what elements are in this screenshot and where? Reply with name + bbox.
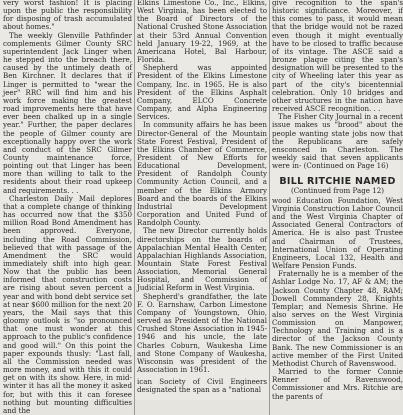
paragraph: Charleston Daily Mail deplores that a complete change of thinking has occurred now that the $350 million Road Bond Amendment has been approved. Everyone, including the Road Commission, believed that with passage of the Amendment the SRC would immediately shift into high gear. Now that the public has been informed that construction costs are rising about seven percent a year and with bond debt service set at near $600 million for the next 20 years, the Mail says that this gloomy outlook is "so pronounced that one must wonder at this approach to the public's confidence and good will." On this point the paper expounds thusly: "Last fall, all the Commission needed was more money, and with this it could get on with its show. Here, in mid-winter it has all the money it asked for, but with this it can foresee nothing but mounting difficulties and the xyxy=(3,193,132,415)
paragraph: give recognition to the span's historic significance. Moreover, if this comes to pass, it would mean that the bridge would not be razed even though it might eventually have to be closed to traffic because of its vintage. The ASCE said a bronze plaque citing the span's designation will be presented to the city of Wheeling later this year as part of the city's bicentennial celebration. Only 10 bridges and other structures in the nation have received ASCE recognition. . . xyxy=(272,0,403,114)
paragraph: The new Director currently holds directorships on the boards of Appalachian Mental Health Center, Appalachian Highlands Association, Mountain State Forest Festival Association, Memorial General Hospital, and Commission of Judicial Reform in West Virginia. xyxy=(137,226,267,293)
paragraph: Married to the former Connie Renner of Ravenswood, Commissioner and Mrs. Ritchie are the parents of xyxy=(272,367,403,401)
paragraph: ican Society of Civil Engineers designated the span as a "national xyxy=(137,377,267,395)
column-right xyxy=(272,0,403,415)
column-divider xyxy=(134,0,135,415)
continued-note: (Continued from Page 12) xyxy=(290,186,385,196)
paragraph: very worst fashion! It is placing upon the public the responsibility for disposing of trash accumulated about homes." xyxy=(3,0,132,32)
paragraph: The weekly Glenville Pathfinder complements Gilmer County SRC superintendent Jack Linger when he stepped into the breach there, caused by the untimely death of Ben Kirchner. It declares that if Linger is permitted to "wear the jeer" RRC will find him and his work force making the greatest road improvements here that have ever been chalked up in a single year." Further, the paper declares the people of Gilmer county are exceptionally happy over the work and conduct of the SRC Gilmer County maintenance force, pointing out that Linger has been more than willing to talk to the residents about their road upkeep and requirements. . . xyxy=(3,30,132,195)
column-divider xyxy=(269,0,270,415)
column-left xyxy=(3,0,132,415)
article-headline: BILL RITCHIE NAMED xyxy=(279,176,396,188)
paragraph: Fraternally he is a member of the Ashlar Lodge No. 17, AF & AM; the Jackson County Chapter 48, RAM; Dowell Commandery 28, Knights Templar; and Nemesis Shrine. He also serves on the West Virginia Commission on Manpower, Technology and Training and is a director of the Jackson County Bank. The new Commissioner is an active member of the First United Methodist Church of Ravenswood. xyxy=(272,269,403,368)
paragraph: Shepherd's grandfather, the late F. O. Earnshaw, Carbon Limestone Company of Youngstown, Ohio, served as President of the National Crushed Stone Association in 1945-1946 and his uncle, the late Charles Coburn, Waukesha Lime and Stone Company of Waukesha, Wisconsin was president of the Association in 1961. xyxy=(137,291,267,375)
paragraph: Elkins Limestone Co., Inc., Elkins, West Virginia, has been elected to the Board of Directors of the National Crushed Stone Association at their 53rd Annual Convention held January 19-22, 1969, at the Americana Hotel, Bal Harbour, Florida. xyxy=(137,0,267,65)
column-middle xyxy=(137,0,267,415)
paragraph: In community affairs he has been Director-General of the Mountain State Forest Festival, President of the Elkins Chamber of Commerce, President of New Efforts for Educational Development, President of Randolph County Community Action Council, and a member of the Elkins Armory Board and the boards of the Elkins Industrial Development Corporation and United Fund of Randolph County. xyxy=(137,120,267,228)
paragraph: wood Education Foundation, West Virginia Construction Labor Council and the West Virginia Chapter of Associated General Contractors of America. He is also past Trustee and Chairman of Trustees, International Union of Operating Engineers, Local 132, Health and Welfare Pension Funds. xyxy=(272,195,403,271)
paragraph: Shepherd was appointed President of the Elkins Limestone Company, Inc. in 1965. He is also President of the Elkins Asphalt Company, ELCO Concrete Company, and Alpha Engineering Services. xyxy=(137,63,267,122)
paragraph: The Fisher City Journal in a recent issue makes us "brood" about the people wanting state jobs now that the Republicans are safely ensconced in Charleston. The weekly said that seven applicants were in- (Continued on Page 16) xyxy=(272,112,403,171)
